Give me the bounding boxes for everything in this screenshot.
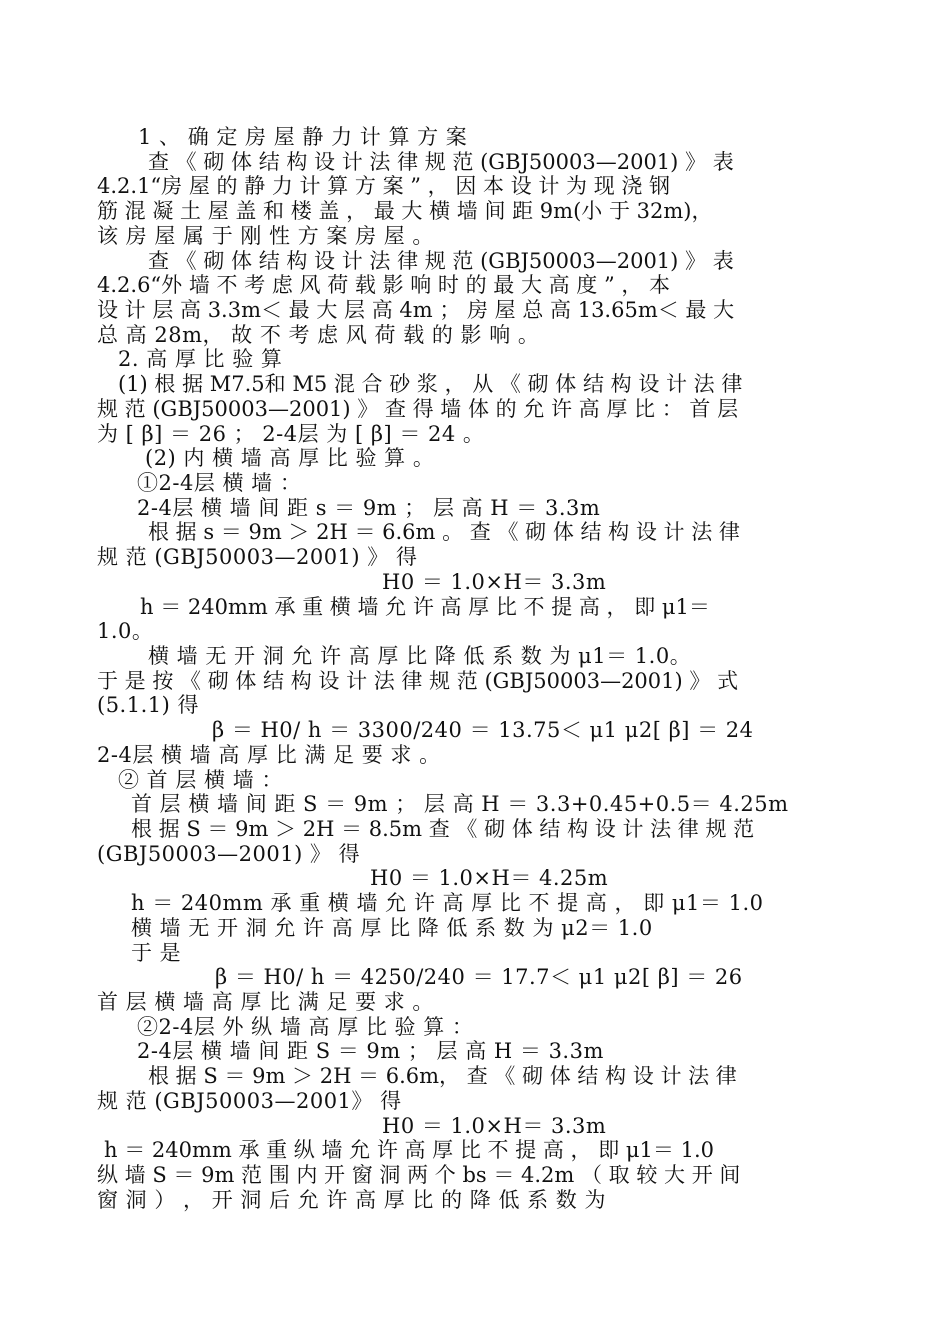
text-line: 2-4层 横 墙 间 距 s ＝ 9m ； 层 高 H ＝ 3.3m (137, 496, 601, 520)
text-line: (5.1.1) 得 (97, 693, 199, 717)
subsection-heading: (2) 内 横 墙 高 厚 比 验 算 。 (145, 446, 435, 470)
text-line: (1) 根 据 M7.5和 M5 混 合 砂 浆 ， 从 《 砌 体 结 构 设 计 法 律 (118, 372, 743, 396)
text-line: h ＝ 240mm 承 重 横 墙 允 许 高 厚 比 不 提 高 ， 即 μ1＝ (140, 595, 710, 619)
text-line: 2-4层 横 墙 高 厚 比 满 足 要 求 。 (97, 743, 441, 767)
text-line: 规 范 (GBJ50003—2001) 》 得 (97, 545, 418, 569)
text-line: 4.2.6“外 墙 不 考 虑 风 荷 载 影 响 时 的 最 大 高 度 ” ， 本 (97, 273, 671, 297)
subsection-heading: ②2-4层 外 纵 墙 高 厚 比 验 算 ： (137, 1015, 474, 1039)
text-line: h ＝ 240mm 承 重 纵 墙 允 许 高 厚 比 不 提 高 ， 即 μ1＝ 1.0 (104, 1138, 714, 1162)
text-line: 首 层 横 墙 间 距 S ＝ 9m ； 层 高 H ＝ 3.3+0.45+0.5＝ 4.25m (131, 792, 789, 816)
subsection-heading: ② 首 层 横 墙 ： (118, 768, 283, 792)
text-line: 查 《 砌 体 结 构 设 计 法 律 规 范 (GBJ50003—2001) 》 表 (148, 249, 734, 273)
section-heading: 2. 高 厚 比 验 算 (118, 347, 283, 371)
text-line: 1.0。 (97, 619, 154, 643)
formula: H0 ＝ 1.0×H＝ 3.3m (382, 570, 607, 594)
text-line: 1 、 确 定 房 屋 静 力 计 算 方 案 (138, 125, 468, 149)
text-line: 规 范 (GBJ50003—2001》 得 (97, 1089, 402, 1113)
text-line: 该 房 屋 属 于 刚 性 方 案 房 屋 。 (97, 224, 434, 248)
text-line: 根 据 S ＝ 9m ＞ 2H ＝ 6.6m， 查 《 砌 体 结 构 设 计 法 律 (148, 1064, 737, 1088)
text-line: 设 计 层 高 3.3m＜ 最 大 层 高 4m ； 房 屋 总 高 13.65m＜ 最 大 (97, 298, 735, 322)
text-line: 于 是 (131, 941, 182, 965)
text-line: 首 层 横 墙 高 厚 比 满 足 要 求 。 (97, 990, 434, 1014)
formula: β ＝ H0/ h ＝ 4250/240 ＝ 17.7＜ μ1 μ2[ β] ＝ 26 (215, 965, 743, 989)
text-line: 筋 混 凝 土 屋 盖 和 楼 盖 ， 最 大 横 墙 间 距 9m(小 于 32m)， (97, 199, 713, 223)
text-line: 横 墙 无 开 洞 允 许 高 厚 比 降 低 系 数 为 μ1＝ 1.0。 (148, 644, 692, 668)
text-line: 查 《 砌 体 结 构 设 计 法 律 规 范 (GBJ50003—2001) 》 表 (148, 150, 734, 174)
text-line: 总 高 28m， 故 不 考 虑 风 荷 载 的 影 响 。 (97, 323, 540, 347)
subsection-heading: ①2-4层 横 墙 ： (137, 471, 302, 495)
text-line: 窗 洞 ） ， 开 洞 后 允 许 高 厚 比 的 降 低 系 数 为 (97, 1188, 606, 1212)
text-line: 规 范 (GBJ50003—2001) 》 查 得 墙 体 的 允 许 高 厚 比 ： 首 层 (97, 397, 739, 421)
text-line: 为 [ β] ＝ 26 ； 2-4层 为 [ β] ＝ 24 。 (97, 422, 485, 446)
text-line: 横 墙 无 开 洞 允 许 高 厚 比 降 低 系 数 为 μ2＝ 1.0 (131, 916, 653, 940)
formula: β ＝ H0/ h ＝ 3300/240 ＝ 13.75＜ μ1 μ2[ β] ＝ 24 (212, 718, 754, 742)
text-line: 纵 墙 S ＝ 9m 范 围 内 开 窗 洞 两 个 bs ＝ 4.2m （ 取 较 大 开 间 (97, 1163, 741, 1187)
text-line: h ＝ 240mm 承 重 横 墙 允 许 高 厚 比 不 提 高 ， 即 μ1＝ 1.0 (131, 891, 764, 915)
text-line: 根 据 S ＝ 9m ＞ 2H ＝ 8.5m 查 《 砌 体 结 构 设 计 法 律 规 范 (131, 817, 755, 841)
text-line: 于 是 按 《 砌 体 结 构 设 计 法 律 规 范 (GBJ50003—2001) 》 式 (97, 669, 739, 693)
text-line: 4.2.1“房 屋 的 静 力 计 算 方 案 ” ， 因 本 设 计 为 现 浇 钢 (97, 174, 671, 198)
text-line: 2-4层 横 墙 间 距 S ＝ 9m ； 层 高 H ＝ 3.3m (137, 1039, 604, 1063)
text-line: 根 据 s ＝ 9m ＞ 2H ＝ 6.6m 。 查 《 砌 体 结 构 设 计 法 律 (148, 520, 740, 544)
text-line: (GBJ50003—2001) 》 得 (97, 842, 361, 866)
formula: H0 ＝ 1.0×H＝ 4.25m (370, 866, 609, 890)
formula: H0 ＝ 1.0×H＝ 3.3m (382, 1114, 607, 1138)
